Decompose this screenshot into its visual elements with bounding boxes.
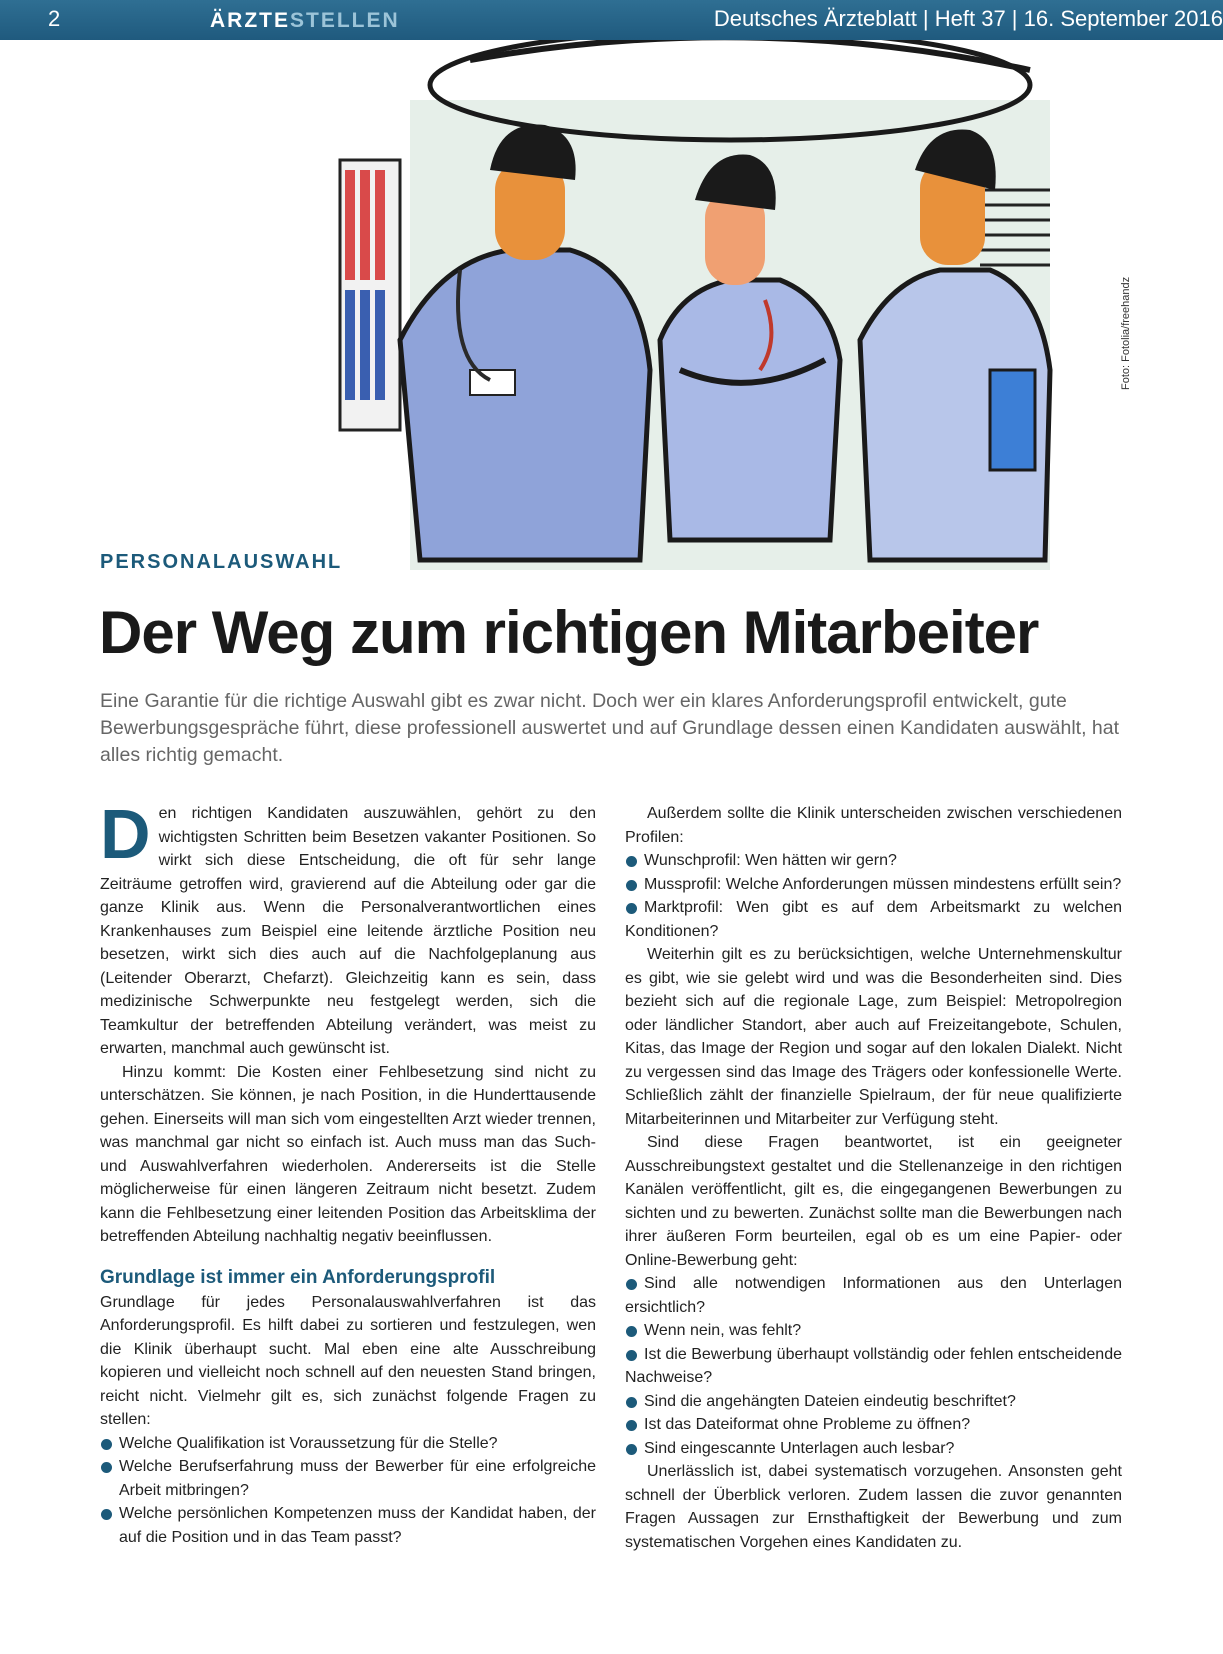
list-item: Welche persönlichen Kompetenzen muss der Kandidat haben, der auf die Position und in das Team passt? bbox=[100, 1502, 596, 1549]
paragraph: Grundlage für jedes Personalauswahlverfahren ist das Anforderungsprofil. Es hilft dabei zu sortieren und festzulegen, wen die Klinik überhaupt sucht. Mal eben eine alte Ausschreibung kopieren und vielleicht noch schnell auf den neuesten Stand bringen, reicht nicht. Vielmehr gilt es, sich zunächst folgende Fragen zu stellen: bbox=[100, 1293, 596, 1428]
page-number: 2 bbox=[48, 6, 61, 31]
brand-part-2: STELLEN bbox=[290, 9, 400, 32]
page-header-bar bbox=[0, 0, 1223, 40]
list-item: Welche Qualifikation ist Voraussetzung für die Stelle? bbox=[100, 1432, 596, 1456]
list-item: Wenn nein, was fehlt? bbox=[625, 1319, 1122, 1343]
paragraph: Sind diese Fragen beantwortet, ist ein geeigneter Ausschreibungstext gestaltet und die Stellenanzeige in den richtigen Kanälen veröffentlicht, gilt es, die eingegangenen Bewerbungen zu sichten und zu bewerten. Zunächst sollte man die Bewerbungen nach ihrer äußeren Form beurteilen, egal ob es um eine Papier- oder Online-Bewerbung geht: bbox=[625, 1134, 1122, 1269]
brand-part-1: ÄRZTE bbox=[210, 9, 290, 32]
list-item: Sind die angehängten Dateien eindeutig beschriftet? bbox=[625, 1390, 1122, 1414]
paragraph: Unerlässlich ist, dabei systematisch vorzugehen. Ansonsten geht schnell der Überblick verloren. Zudem lassen die zuvor genannten Fragen Aussagen zur Ernsthaftigkeit der Bewerbung und zum systematischen Vorgehen eines Kandidaten zu. bbox=[625, 1463, 1122, 1551]
shelf-left bbox=[340, 160, 400, 430]
list-item: Sind eingescannte Unterlagen auch lesbar? bbox=[625, 1437, 1122, 1461]
list-item: Marktprofil: Wen gibt es auf dem Arbeitsmarkt zu welchen Konditionen? bbox=[625, 896, 1122, 943]
paragraph: Hinzu kommt: Die Kosten einer Fehlbesetzung sind nicht zu unterschätzen. Sie können, je nach Position, in die Hunderttausende gehen. Einerseits will man sich vom eingestellten Arzt wieder trennen, was manchmal gar nicht so einfach ist. Auch muss man das Such- und Auswahlverfahren wiederholen. Andererseits ist die Stelle möglicherweise für einen längeren Zeitraum nicht besetzt. Zudem kann die Fehlbesetzung einer leitenden Position das Arbeitsklima der betreffenden Abteilung nachhaltig negativ beeinflussen. bbox=[100, 1063, 596, 1245]
list-item: Wunschprofil: Wen hätten wir gern? bbox=[625, 849, 1122, 873]
brand-logo bbox=[210, 9, 400, 33]
paragraph: Außerdem sollte die Klinik unterscheiden zwischen verschiedenen Profilen: bbox=[625, 805, 1122, 846]
list-item: Ist das Dateiformat ohne Probleme zu öffnen? bbox=[625, 1413, 1122, 1437]
list-item: Ist die Bewerbung überhaupt vollständig oder fehlen entscheidende Nachweise? bbox=[625, 1343, 1122, 1390]
list-item: Welche Berufserfahrung muss der Bewerber für eine erfolgreiche Arbeit mitbringen? bbox=[100, 1455, 596, 1502]
drop-cap: D bbox=[100, 795, 151, 873]
bullet-list bbox=[625, 1272, 1122, 1460]
text-column-right bbox=[625, 802, 1122, 1554]
lead-paragraph: Eine Garantie für die richtige Auswahl gibt es zwar nicht. Doch wer ein klares Anforderungsprofil entwickelt, gute Bewerbungsgespräche führt, diese professionell auswertet und auf Grundlage dessen einen Kandidaten auswählt, hat alles richtig gemacht. bbox=[100, 690, 1120, 766]
bullet-list bbox=[625, 849, 1122, 943]
subheading: Grundlage ist immer ein Anforderungsprofil bbox=[100, 1266, 496, 1288]
kicker: PERSONALAUSWAHL bbox=[100, 551, 343, 573]
headline: Der Weg zum richtigen Mitarbeiter bbox=[99, 599, 1039, 666]
issue-info: Deutsches Ärzteblatt | Heft 37 | 16. September 2016 bbox=[713, 6, 1223, 31]
list-item: Sind alle notwendigen Informationen aus den Unterlagen ersichtlich? bbox=[625, 1272, 1122, 1319]
bullet-list bbox=[100, 1432, 596, 1550]
paragraph-text: en richtigen Kandidaten auszuwählen, gehört zu den wichtigsten Schritten beim Besetzen vakanter Positionen. So wirkt sich diese Entscheidung, die oft für sehr lange Zeiträume getroffen wird, gravierend auf die Abteilung oder gar die ganze Klinik aus. Wenn die Personalverantwortlichen eines Krankenhauses zum Beispiel eine leitende ärztliche Position neu besetzen, wirkt sich dies auch auf die Nachfolgeplanung aus (Leitender Oberarzt, Chefarzt). Gleichzeitig kann es sein, dass medizinische Schwerpunkte neu festgelegt werden, sich die Teamkultur der betreffenden Abteilung verändert, was meist zu erwarten, manchmal auch gewünscht ist. bbox=[100, 805, 596, 1057]
list-item: Mussprofil: Welche Anforderungen müssen mindestens erfüllt sein? bbox=[625, 873, 1122, 897]
paragraph bbox=[100, 795, 596, 1061]
photo-credit: Foto: Fotolia/freehandz bbox=[1120, 276, 1132, 390]
paragraph: Weiterhin gilt es zu berücksichtigen, welche Unternehmenskultur es gibt, wie sie gelebt wird und was die Besonderheiten sind. Dies bezieht sich auf die regionale Lage, zum Beispiel: Metropolregion oder ländlicher Standort, aber auch auf Freizeitangebote, Schulen, Kitas, das Image der Region und sogar auf den lokalen Dialekt. Nicht zu vergessen sind das Image des Trägers oder konfessionelle Werte. Schließlich zählt der finanzielle Spielraum, der für neue qualifizierte Mitarbeiterinnen und Mitarbeiter zur Verfügung steht. bbox=[625, 946, 1122, 1128]
text-column-left bbox=[100, 795, 596, 1549]
doctors-illustration bbox=[330, 40, 1100, 595]
